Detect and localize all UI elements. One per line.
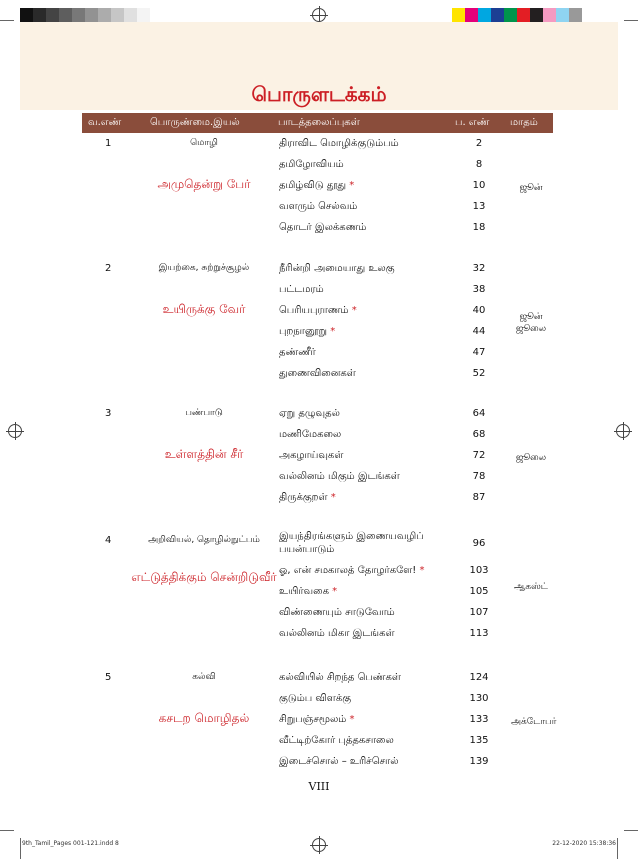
lesson-row	[279, 262, 395, 275]
lesson-row	[279, 585, 337, 598]
crop-mark	[20, 838, 21, 859]
registration-mark-bottom	[312, 838, 326, 852]
unit-theme: அறிவியல், தொழில்நுட்பம்	[148, 535, 260, 545]
color-swatch	[98, 8, 111, 22]
color-swatch	[517, 8, 530, 22]
lesson-page: 52	[472, 368, 486, 379]
lesson-page: 32	[472, 263, 486, 274]
lesson-row	[279, 367, 356, 380]
unit-number: 4	[105, 535, 112, 546]
lesson-page: 103	[469, 565, 489, 576]
color-swatch	[543, 8, 556, 22]
star-marker: *	[327, 492, 336, 503]
registration-mark-left	[8, 424, 22, 438]
lesson-title: பட்டமரம்	[279, 284, 324, 295]
unit-theme: பண்பாடு	[185, 408, 223, 418]
color-swatch	[33, 8, 46, 22]
lesson-page: 47	[472, 347, 486, 358]
lesson-title: நீரின்றி அமையாது உலகு	[279, 263, 395, 274]
crop-mark	[0, 830, 14, 831]
crop-mark	[624, 830, 638, 831]
footer-timestamp: 22-12-2020 15:38:36	[552, 840, 616, 847]
lesson-page: 68	[472, 429, 486, 440]
lesson-row	[279, 283, 324, 296]
star-marker: *	[346, 714, 355, 725]
lesson-page: 124	[469, 672, 489, 683]
unit-month: ஆகஸ்ட்	[514, 582, 548, 592]
lesson-title: குடும்ப விளக்கு	[279, 693, 352, 704]
unit-chapter: அமுதென்று பேர்	[157, 177, 251, 191]
lesson-row	[279, 530, 449, 556]
lesson-row	[279, 179, 354, 192]
unit-number: 1	[105, 138, 112, 149]
lesson-title: வல்லினம் மிகும் இடங்கள்	[279, 471, 400, 482]
process-color-bar	[452, 8, 582, 22]
lesson-row	[279, 491, 336, 504]
color-swatch	[46, 8, 59, 22]
header-month: மாதம்	[510, 117, 538, 128]
lesson-row	[279, 449, 343, 462]
color-swatch	[137, 8, 150, 22]
lesson-row	[279, 692, 351, 705]
unit-chapter: கசடற மொழிதல்	[158, 711, 250, 725]
lesson-row	[279, 200, 357, 213]
unit-theme: மொழி	[190, 138, 218, 148]
lesson-title: விண்ணையும் சாடுவோம்	[279, 607, 395, 618]
lesson-row	[279, 221, 366, 234]
grayscale-color-bar	[20, 8, 150, 22]
color-swatch	[124, 8, 137, 22]
lesson-page: 78	[472, 471, 486, 482]
header-theme: பொருண்மை.இயல்	[150, 117, 240, 128]
lesson-title: ஓ, என் சமகாலத் தோழர்களே!	[279, 565, 417, 576]
unit-month: ஜூலை	[515, 452, 547, 463]
unit-month: ஜூன் ஜூலை	[515, 312, 547, 334]
lesson-row	[279, 470, 400, 483]
lesson-title: உயிர்வகை	[279, 586, 329, 597]
lesson-row	[279, 627, 395, 640]
color-swatch	[20, 8, 33, 22]
header-lesson: பாடத்தலைப்புகள்	[278, 117, 360, 128]
lesson-page: 113	[469, 628, 489, 639]
header-serial: வ.எண்	[88, 117, 122, 128]
lesson-row	[279, 407, 340, 420]
color-swatch	[491, 8, 504, 22]
unit-number: 2	[105, 263, 112, 274]
lesson-row	[279, 606, 395, 619]
crop-mark	[0, 20, 14, 21]
star-marker: *	[346, 180, 355, 191]
unit-theme: இயற்கை, சுற்றுச்சூழல்	[158, 263, 250, 273]
color-swatch	[478, 8, 491, 22]
unit-number: 3	[105, 408, 112, 419]
crop-mark	[624, 20, 638, 21]
lesson-title: புறநானூறு	[279, 326, 328, 337]
lesson-page: 130	[469, 693, 489, 704]
color-swatch	[59, 8, 72, 22]
registration-mark-right	[616, 424, 630, 438]
lesson-title: பெரியபுராணம்	[279, 305, 349, 316]
unit-month: அக்டோபர்	[511, 716, 557, 727]
lesson-row	[279, 346, 316, 359]
lesson-page: 44	[472, 326, 486, 337]
lesson-row	[279, 713, 355, 726]
page-number: VIII	[308, 780, 330, 793]
color-swatch	[72, 8, 85, 22]
unit-month: ஜூன்	[519, 182, 543, 193]
unit-chapter: உள்ளத்தின் சீர்	[164, 447, 244, 461]
lesson-page: 40	[472, 305, 486, 316]
lesson-title: திராவிட மொழிக்குடும்பம்	[279, 138, 399, 149]
color-swatch	[569, 8, 582, 22]
color-swatch	[85, 8, 98, 22]
lesson-page: 8	[475, 159, 483, 170]
lesson-page: 72	[472, 450, 486, 461]
lesson-title: தமிழோவியம்	[279, 159, 344, 170]
lesson-row	[279, 734, 394, 747]
color-swatch	[504, 8, 517, 22]
lesson-page: 2	[475, 138, 483, 149]
color-swatch	[465, 8, 478, 22]
page-title: பொருளடக்கம்	[251, 82, 387, 106]
lesson-row	[279, 755, 399, 768]
lesson-title: வளரும் செல்வம்	[279, 201, 358, 212]
lesson-title: இடைச்சொல் – உரிச்சொல்	[279, 756, 399, 767]
lesson-title: இயந்திரங்களும் இணையவழிப் பயன்பாடும்	[279, 531, 424, 555]
lesson-title: அகழாய்வுகள்	[279, 450, 344, 461]
color-swatch	[556, 8, 569, 22]
lesson-title: கல்வியில் சிறந்த பெண்கள்	[279, 672, 401, 683]
lesson-title: தண்ணீர்	[279, 347, 316, 358]
lesson-page: 107	[469, 607, 489, 618]
lesson-row	[279, 325, 335, 338]
lesson-row	[279, 137, 399, 150]
star-marker: *	[329, 586, 338, 597]
unit-number: 5	[105, 672, 112, 683]
lesson-page: 96	[472, 537, 486, 549]
color-swatch	[530, 8, 543, 22]
star-marker: *	[416, 565, 425, 576]
lesson-page: 135	[469, 735, 489, 746]
lesson-page: 87	[472, 492, 486, 503]
lesson-row	[279, 304, 357, 317]
footer-file: 9th_Tamil_Pages 001-121.indd 8	[22, 840, 119, 847]
crop-mark	[617, 838, 618, 859]
lesson-row	[279, 428, 341, 441]
lesson-row	[279, 158, 344, 171]
lesson-page: 133	[469, 714, 489, 725]
lesson-title: துணைவினைகள்	[279, 368, 356, 379]
lesson-title: தொடர் இலக்கணம்	[279, 222, 367, 233]
lesson-title: திருக்குறள்	[279, 492, 328, 503]
star-marker: *	[348, 305, 357, 316]
unit-chapter: உயிருக்கு வேர்	[162, 302, 246, 316]
lesson-page: 18	[472, 222, 486, 233]
lesson-page: 10	[472, 180, 486, 191]
lesson-page: 139	[469, 756, 489, 767]
lesson-title: மணிமேகலை	[279, 429, 342, 440]
header-page: ப. எண்	[455, 117, 490, 128]
lesson-page: 64	[472, 408, 486, 419]
color-swatch	[452, 8, 465, 22]
lesson-row	[279, 564, 424, 577]
unit-theme: கல்வி	[192, 672, 216, 682]
unit-chapter: எட்டுத்திக்கும் சென்றிடுவீர்	[131, 570, 277, 584]
color-swatch	[111, 8, 124, 22]
lesson-row	[279, 671, 401, 684]
lesson-title: தமிழ்விடு தூது	[279, 180, 347, 191]
lesson-page: 105	[469, 586, 489, 597]
lesson-title: சிறுபஞ்சமூலம்	[279, 714, 347, 725]
star-marker: *	[327, 326, 336, 337]
lesson-page: 13	[472, 201, 486, 212]
lesson-title: வீட்டிற்கோர் புத்தகசாலை	[279, 735, 394, 746]
lesson-page: 38	[472, 284, 486, 295]
lesson-title: வல்லினம் மிகா இடங்கள்	[279, 628, 395, 639]
lesson-title: ஏறு தழுவுதல்	[279, 408, 340, 419]
registration-mark-top	[312, 8, 326, 22]
table-header	[82, 113, 553, 133]
